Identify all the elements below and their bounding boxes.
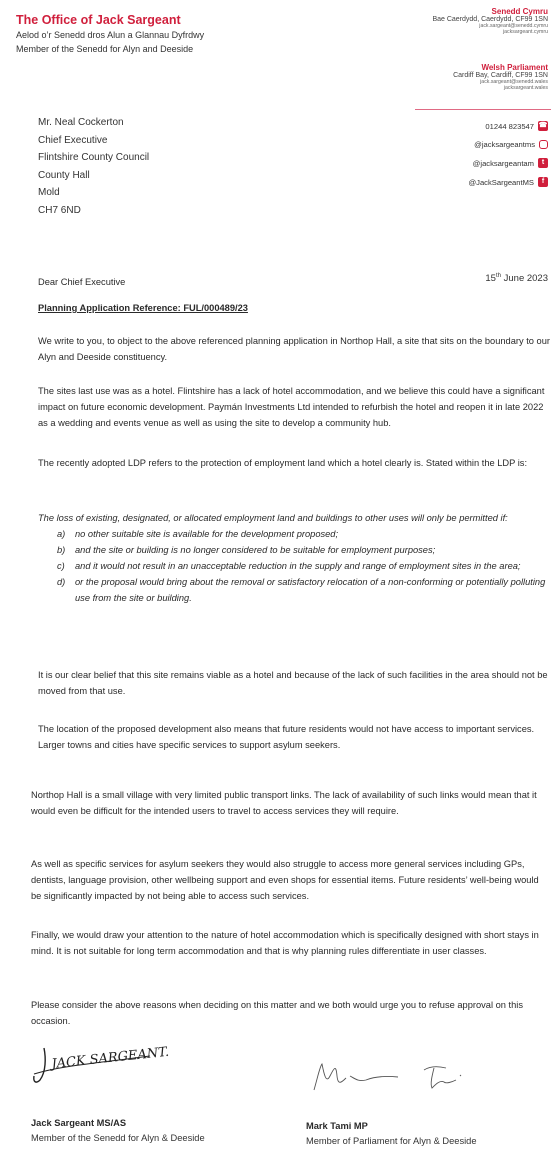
list-text: and it would not result in an unacceptable reduction in the supply and range of employment sites in the area; — [75, 561, 521, 571]
header-divider — [415, 109, 551, 110]
list-text: no other suitable site is available for the development proposed; — [75, 529, 339, 539]
contact-instagram-text: @jacksargeantms — [474, 139, 535, 149]
list-item — [38, 526, 552, 542]
recipient-title: Chief Executive — [38, 134, 108, 146]
signature-mark-tami — [306, 1056, 476, 1101]
phone-icon: ☎ — [538, 122, 548, 129]
list-letter: a) — [57, 529, 66, 539]
recipient-town: Mold — [38, 187, 60, 198]
paragraph-2: The sites last use was as a hotel. Flintshire has a lack of hotel accommodation, and we believe this could have a significant impact on future economic development. Paymán Investments Ltd intended to refurbish the hotel and reopen it in late 2022 as a wedding and events venue as well as using the site to develop a community hub. — [38, 386, 545, 428]
welsh-parliament-heading: Welsh Parliament — [481, 63, 548, 72]
signature-text: JACK SARGEANT. — [50, 1044, 170, 1072]
list-letter: b) — [57, 545, 66, 555]
ldp-quote — [38, 510, 552, 606]
contact-phone-text: 01244 823547 — [485, 121, 534, 131]
subtitle-english: Member of the Senedd for Alyn and Deeside — [16, 44, 194, 54]
quote-list — [38, 526, 552, 606]
list-text: and the site or building is no longer considered to be suitable for employment purposes; — [75, 545, 436, 555]
contact-facebook-text: @JackSargeantMS — [468, 177, 534, 187]
contact-instagram — [474, 137, 548, 151]
signatory-2-role: Member of Parliament for Alyn & Deeside — [306, 1136, 477, 1146]
paragraph-6: Northop Hall is a small village with very limited public transport links. The lack of availability of such links would mean that it would even be difficult for the intended users to travel to access services they will require. — [31, 790, 537, 816]
signatory-2 — [306, 1121, 477, 1146]
senedd-cymru-heading: Senedd Cymru — [491, 7, 548, 16]
paragraph-3: The recently adopted LDP refers to the protection of employment land which a hotel clearly is. Stated within the LDP is: — [38, 458, 528, 468]
list-item — [38, 558, 552, 574]
salutation: Dear Chief Executive — [38, 277, 126, 287]
welsh-parliament-email: jack.sargeant@senedd.wales — [480, 79, 548, 85]
list-letter: d) — [57, 577, 66, 587]
recipient-name: Mr. Neal Cockerton — [38, 117, 124, 128]
signature-jack-sargeant — [30, 1042, 180, 1097]
date-day: 15 — [485, 273, 496, 285]
paragraph-4: It is our clear belief that this site remains viable as a hotel and because of the lack of such facilities in the area should not be moved from that use. — [38, 670, 548, 696]
paragraph-5: The location of the proposed development also means that future residents would not have access to important services. Larger towns and cities have specific services to support asylum seekers. — [38, 724, 535, 750]
recipient-postcode: CH7 6ND — [38, 204, 81, 216]
signatory-1 — [31, 1118, 205, 1143]
list-text: or the proposal would bring about the removal or satisfactory relocation of a non-conforming or potentially polluting use from the site or building. — [75, 577, 546, 603]
quote-intro: The loss of existing, designated, or allocated employment land and buildings to other uses will only be permitted if: — [38, 513, 508, 523]
paragraph-9: Please consider the above reasons when deciding on this matter and we both would urge you to refuse approval on this occasion. — [31, 1000, 524, 1026]
recipient-building: County Hall — [38, 169, 90, 181]
list-item — [38, 542, 552, 558]
planning-reference: Planning Application Reference: FUL/000489/23 — [38, 303, 248, 313]
recipient-org: Flintshire County Council — [38, 152, 150, 163]
contact-twitter — [473, 156, 548, 170]
paragraph-8: Finally, we would draw your attention to the nature of hotel accommodation which is specifically designed with short stays in mind. It is not suitable for long term accommodation and that is why planning rules differentiate in user classes. — [31, 930, 539, 956]
handwritten-signature-jack — [30, 1042, 180, 1092]
paragraph-7: As well as specific services for asylum seekers they would also struggle to access more general services including GPs, dentists, language provision, other wellbeing support and even shops for essential items. Future residents’ well-being would be significantly impacted by not being able to access such services. — [31, 859, 539, 901]
recipient-address — [38, 114, 149, 219]
signatory-1-role: Member of the Senedd for Alyn & Deeside — [31, 1133, 205, 1143]
instagram-icon — [539, 140, 548, 149]
signatory-1-name: Jack Sargeant MS/AS — [31, 1118, 127, 1128]
welsh-parliament-address: Cardiff Bay, Cardiff, CF99 1SN — [453, 72, 548, 79]
paragraph-1: We write to you, to object to the above referenced planning application in Northop Hall, a site that sits on the boundary to our Alyn and Deeside constituency. — [38, 336, 550, 362]
contact-phone — [485, 119, 548, 133]
office-title: The Office of Jack Sargeant — [16, 13, 181, 27]
twitter-icon: t — [538, 158, 548, 168]
welsh-parliament-web: jacksargeant.wales — [503, 85, 548, 91]
list-letter: c) — [57, 561, 65, 571]
date-rest: June 2023 — [500, 273, 548, 285]
signatory-2-name: Mark Tami MP — [306, 1121, 368, 1131]
date-suffix: th — [495, 273, 501, 279]
handwritten-signature-mark — [306, 1056, 476, 1096]
list-item — [38, 574, 552, 606]
senedd-cymru-block — [432, 7, 548, 35]
welsh-parliament-block — [453, 63, 548, 91]
senedd-cymru-address: Bae Caerdydd, Caerdydd, CF99 1SN — [432, 16, 548, 23]
subtitle-welsh: Aelod o’r Senedd dros Alun a Glannau Dyfrdwy — [16, 30, 205, 40]
facebook-icon: f — [538, 177, 548, 187]
contact-twitter-text: @jacksargeantam — [472, 158, 534, 168]
senedd-cymru-web: jacksargeant.cymru — [503, 29, 548, 35]
contact-facebook — [468, 175, 548, 189]
senedd-cymru-email: jack.sargeant@senedd.cymru — [479, 23, 548, 29]
